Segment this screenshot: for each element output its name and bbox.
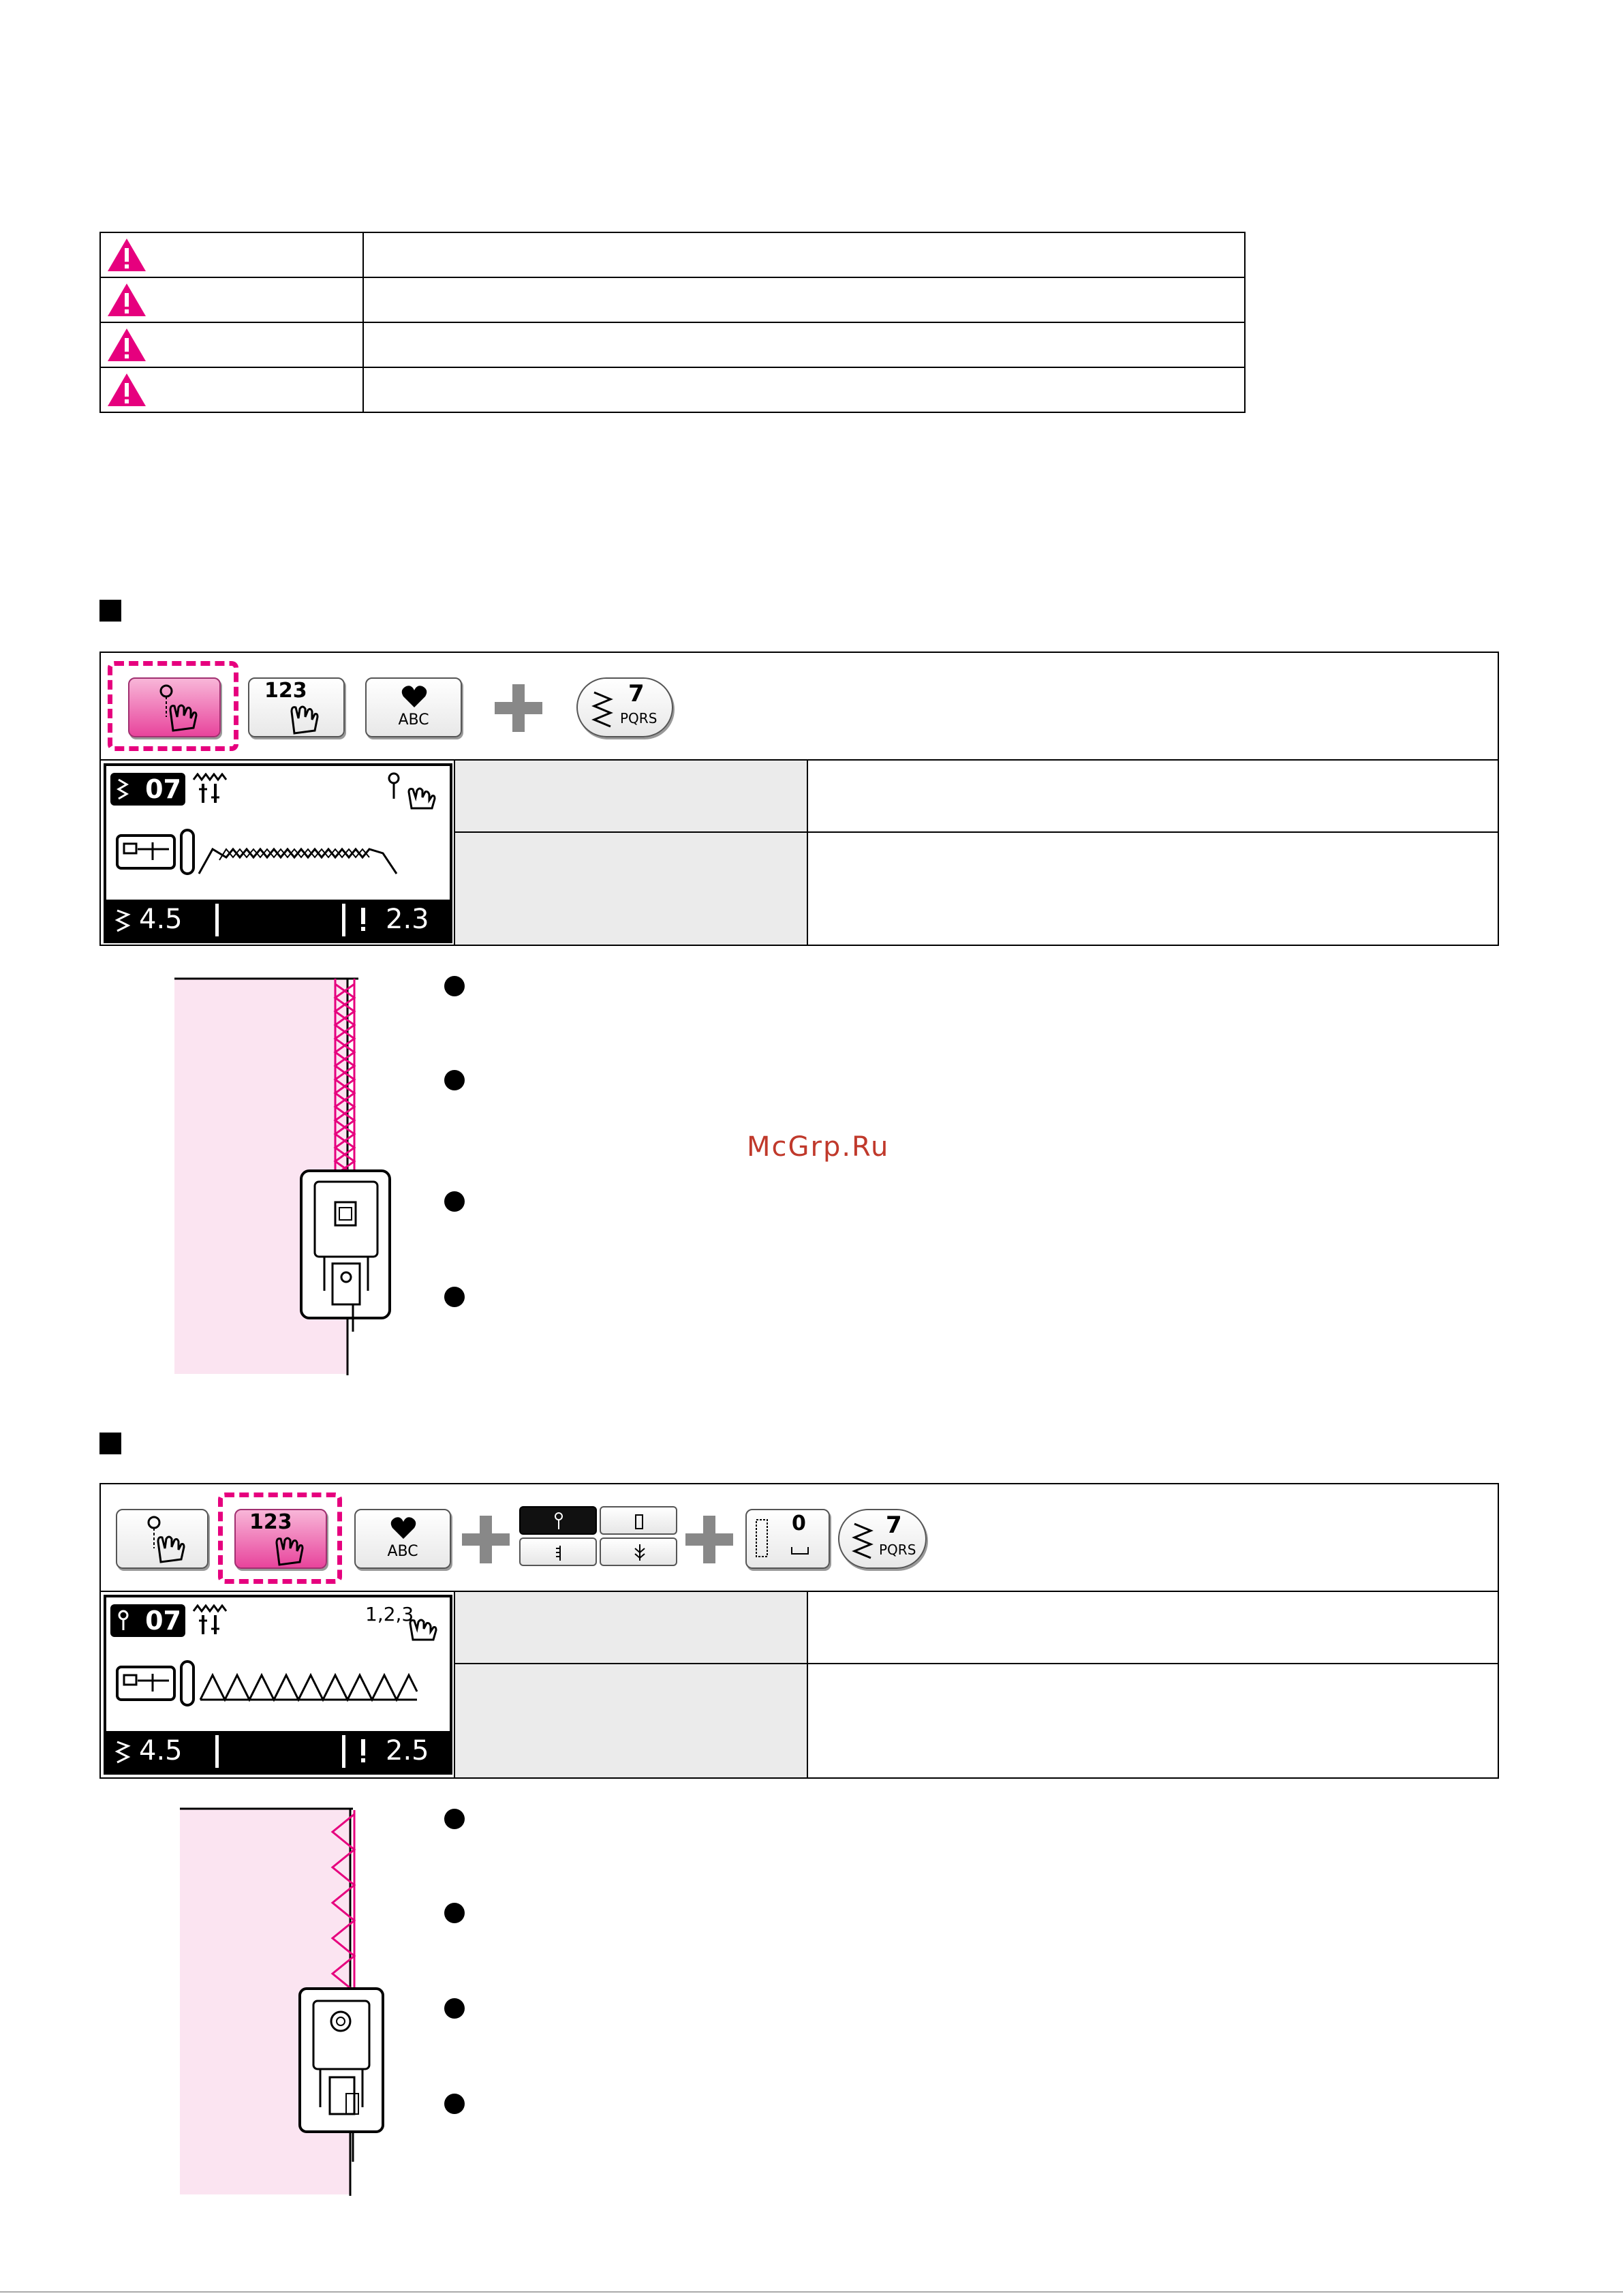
overcast-stitch-illustration: [180, 1807, 391, 2196]
warning-text-cell: [363, 322, 1245, 367]
lcd-display: [104, 763, 452, 943]
page-bottom-rule: [0, 2291, 1623, 2293]
hand-needle-icon: [150, 683, 204, 735]
bullet: [444, 1998, 465, 2019]
warning-triangle-icon: [106, 282, 147, 318]
counter-key[interactable]: [745, 1509, 830, 1569]
ruler-icon: [553, 1544, 564, 1562]
settings-row-divider: [454, 1663, 1498, 1664]
status-separator: [342, 904, 345, 936]
hand-needle-icon: [138, 1514, 192, 1566]
needle-small-icon: [116, 1610, 131, 1632]
bullet: [444, 1287, 465, 1307]
lcd-display: [104, 1595, 452, 1775]
warning-icon-cell: [100, 277, 363, 322]
status-separator: [215, 904, 219, 936]
settings-row-divider: [454, 831, 1498, 833]
feed-dog-icon: [192, 773, 233, 806]
warning-text-cell: [363, 277, 1245, 322]
space-icon: [790, 1546, 809, 1557]
stitch-mode-button[interactable]: [116, 1509, 208, 1569]
hand-icon: [270, 1522, 318, 1567]
key-7-number: 7: [886, 1512, 902, 1539]
bullet: [444, 976, 465, 996]
section-marker: [99, 1433, 121, 1454]
section2-panel: [99, 1483, 1499, 1779]
stitch-pattern-preview: [179, 826, 451, 881]
status-separator: [342, 1735, 345, 1768]
presser-foot-icon: [116, 1666, 176, 1701]
key-7-button[interactable]: [576, 677, 673, 737]
presser-foot-icon: [116, 834, 176, 870]
plus-icon: [685, 1516, 733, 1563]
zigzag-small-icon: [116, 778, 129, 800]
watermark: McGrp.Ru: [747, 1131, 890, 1163]
character-mode-label: ABC: [387, 1543, 418, 1560]
key-7-letters: PQRS: [620, 710, 658, 726]
warning-row: [100, 277, 1245, 322]
length-icon: [358, 1738, 368, 1765]
stitch-length-value: 2.3: [386, 904, 429, 935]
length-key[interactable]: [519, 1537, 597, 1566]
warning-row: [100, 232, 1245, 277]
length-icon: [358, 906, 368, 934]
stitch-width-value: 4.5: [139, 1735, 183, 1766]
stitch-length-value: 2.5: [386, 1735, 429, 1766]
warning-icon-cell: [100, 367, 363, 412]
hand-icon: [406, 1608, 447, 1641]
width-icon: [114, 908, 132, 934]
stitch-width-value: 4.5: [139, 904, 183, 935]
section1-panel: [99, 652, 1499, 946]
hand-needle-icon: [384, 771, 447, 810]
number-mode-button[interactable]: [248, 677, 345, 737]
foot-key[interactable]: [600, 1506, 677, 1535]
settings-label-column: [454, 761, 808, 945]
lcd-status-bar: [106, 900, 450, 940]
zigzag-icon: [591, 690, 615, 728]
warning-icon-cell: [100, 232, 363, 277]
rectangle-icon: [634, 1513, 645, 1531]
pattern-number-badge: [110, 773, 185, 806]
bullet: [444, 1191, 465, 1212]
key-7-letters: PQRS: [879, 1542, 916, 1558]
bullet: [444, 1070, 465, 1090]
counter-value: 0: [792, 1512, 806, 1535]
bullet: [444, 1809, 465, 1829]
plus-icon: [495, 684, 542, 732]
warning-text-cell: [363, 232, 1245, 277]
needle-position-key[interactable]: [519, 1506, 597, 1535]
warning-row: [100, 322, 1245, 367]
mode-indicator-text: 1,2,3: [365, 1603, 414, 1625]
key-7-number: 7: [628, 680, 645, 707]
section-marker: [99, 600, 121, 622]
plus-icon: [462, 1516, 510, 1563]
pattern-number-badge: [110, 1604, 185, 1637]
warning-triangle-icon: [106, 372, 147, 408]
character-mode-label: ABC: [398, 711, 429, 729]
warning-triangle-icon: [106, 327, 147, 363]
lcd-status-bar: [106, 1731, 450, 1772]
needle-icon: [552, 1512, 566, 1531]
number-mode-label: 123: [249, 1510, 292, 1534]
tension-key[interactable]: [600, 1537, 677, 1566]
number-mode-label: 123: [264, 679, 307, 703]
warning-text-cell: [363, 367, 1245, 412]
warning-table: [99, 232, 1246, 413]
key-7-button[interactable]: [838, 1509, 927, 1569]
tension-icon: [632, 1543, 647, 1562]
bullet: [444, 2094, 465, 2114]
width-icon: [114, 1739, 132, 1765]
feed-dog-icon: [192, 1604, 233, 1637]
warning-icon-cell: [100, 322, 363, 367]
pattern-number: 07: [145, 1606, 181, 1636]
hand-icon: [285, 691, 333, 736]
heart-icon: [390, 1516, 417, 1540]
character-mode-button[interactable]: [354, 1509, 451, 1569]
zigzag-icon: [852, 1521, 875, 1559]
warning-row: [100, 367, 1245, 412]
pattern-number: 07: [145, 774, 181, 804]
bullet: [444, 1903, 465, 1923]
warning-triangle-icon: [106, 237, 147, 273]
number-mode-button[interactable]: [234, 1509, 327, 1569]
stitch-pattern-preview: [179, 1657, 451, 1712]
heart-icon: [401, 684, 428, 709]
overcast-stitch-illustration: [174, 977, 399, 1375]
status-separator: [215, 1735, 219, 1768]
stitch-mode-button[interactable]: [128, 677, 221, 737]
character-mode-button[interactable]: [365, 677, 462, 737]
buttonhole-icon: [754, 1517, 771, 1561]
settings-label-column: [454, 1592, 808, 1777]
